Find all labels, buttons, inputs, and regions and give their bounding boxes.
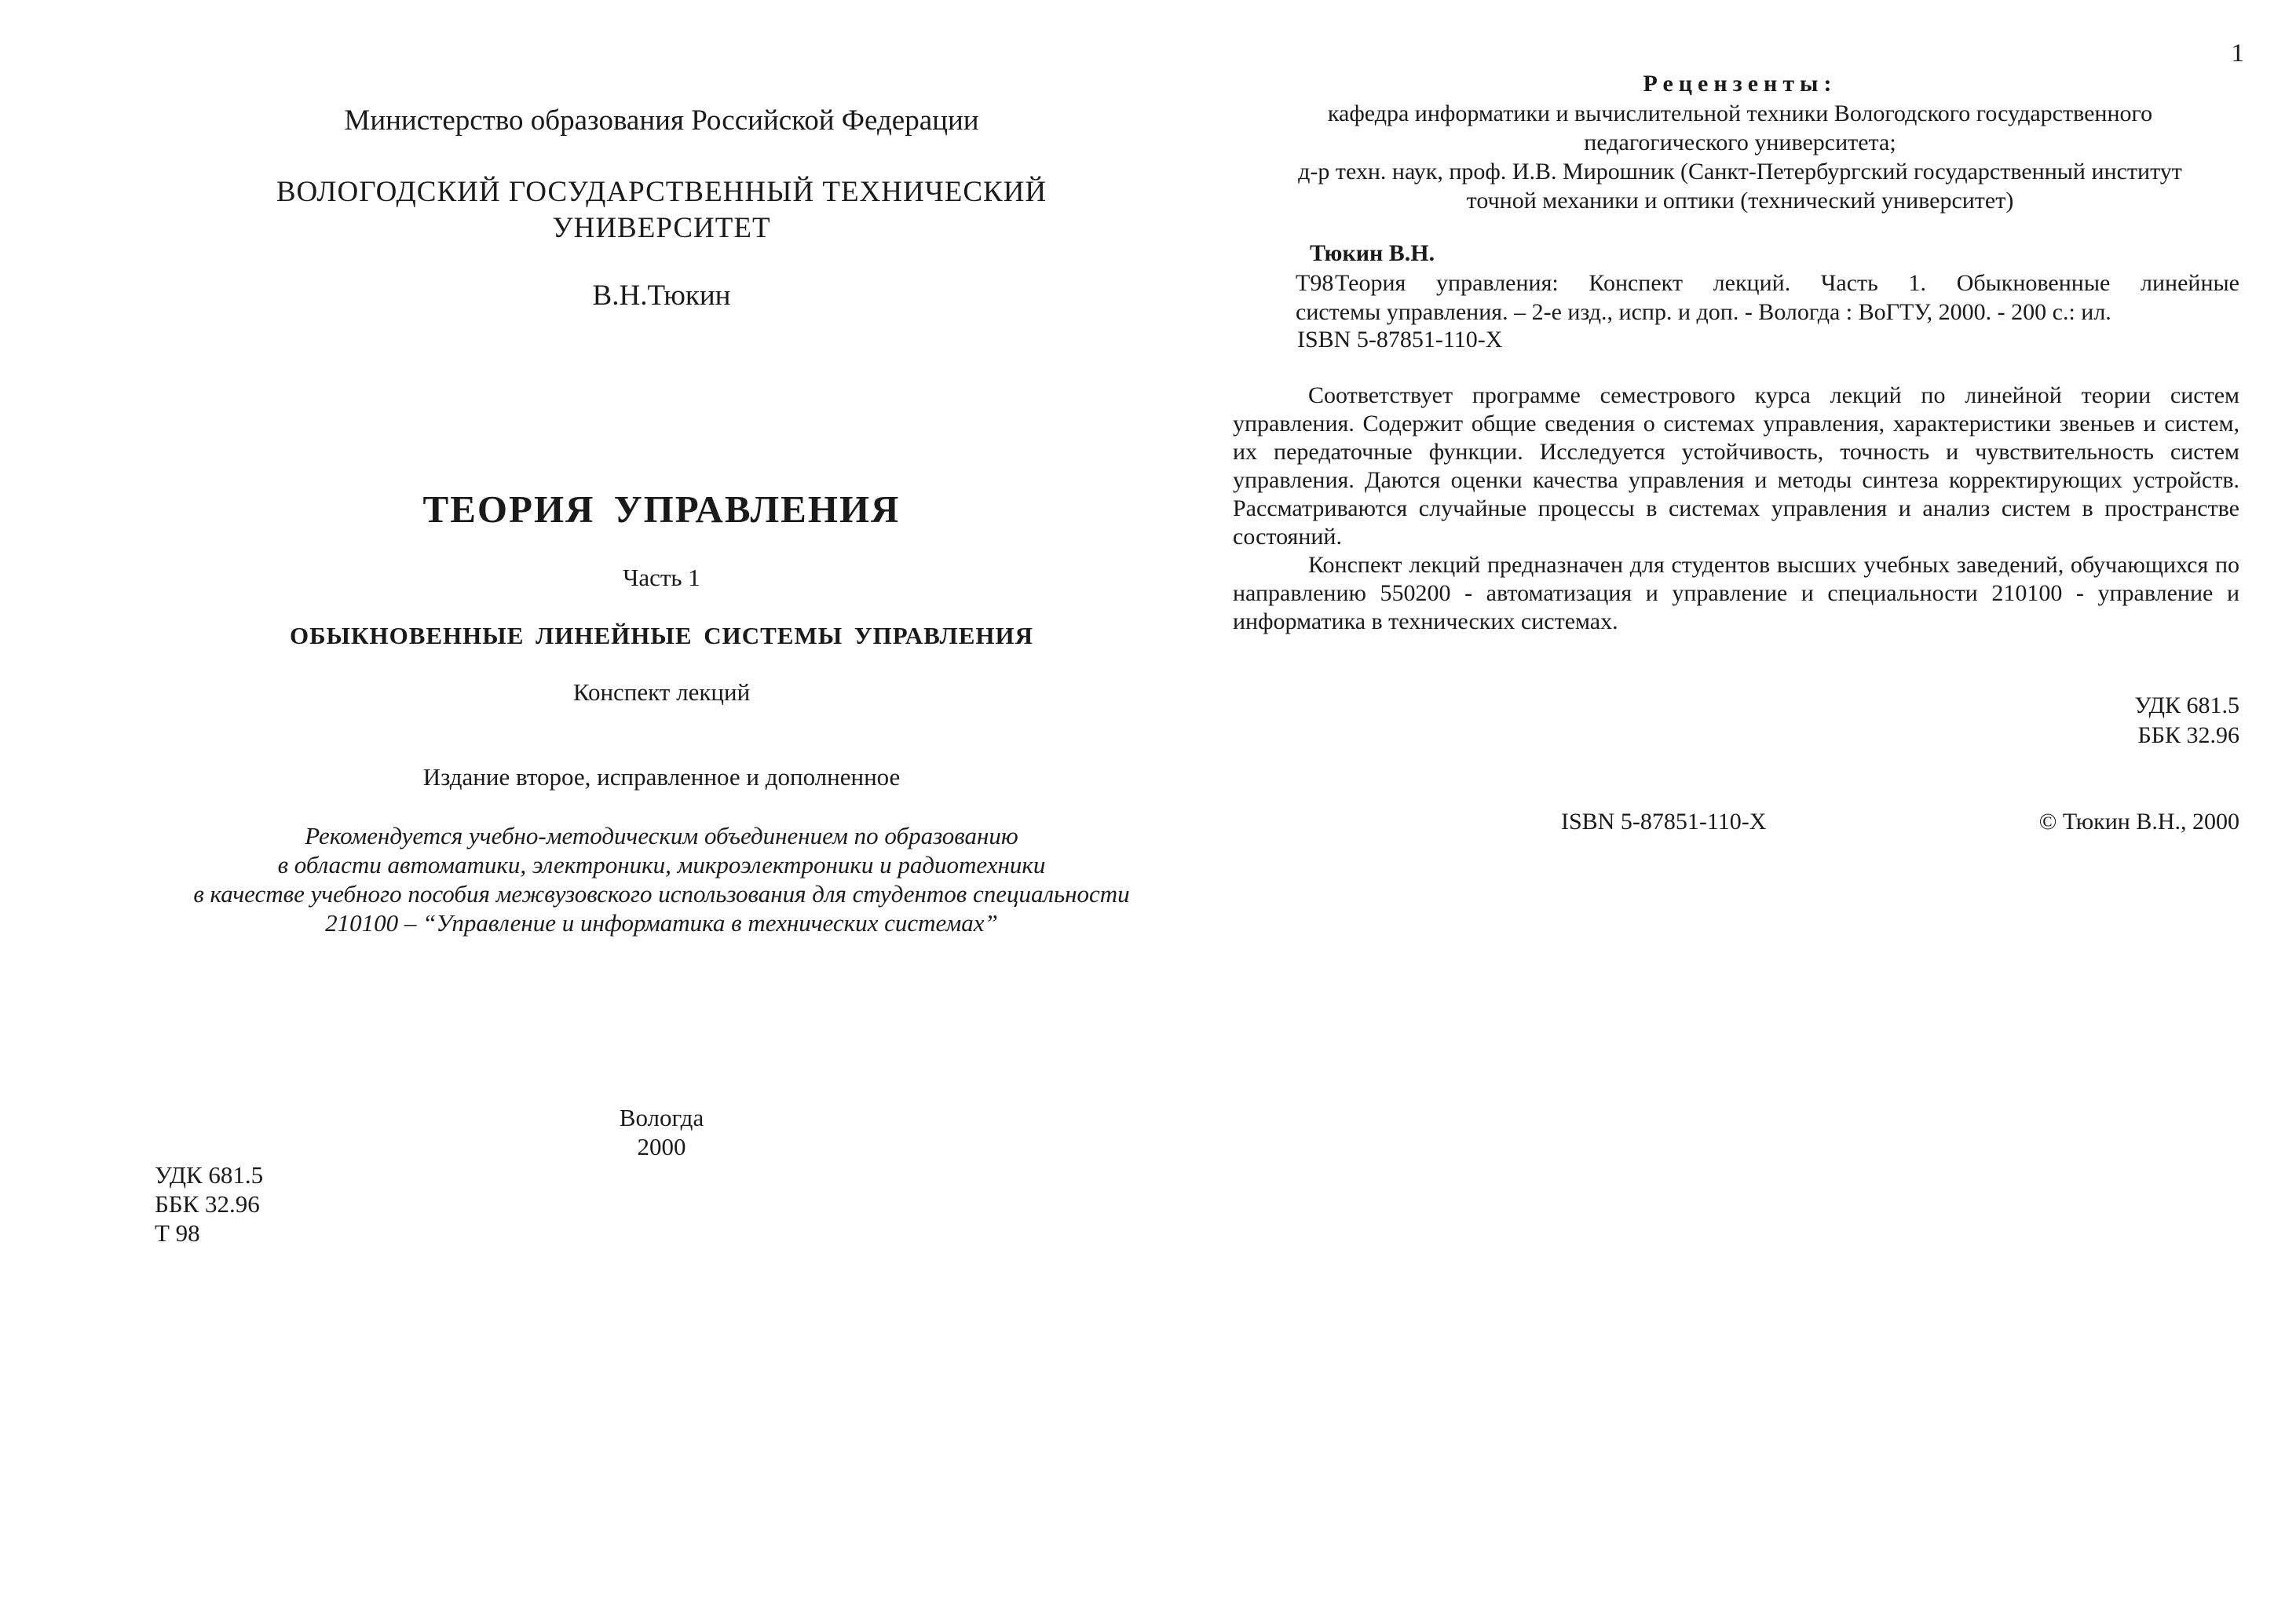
page-number: 1	[2231, 39, 2244, 68]
udk-code: УДК 681.5	[2134, 692, 2239, 718]
bbk-code: ББК 32.96	[2137, 722, 2239, 748]
reviewer-line: д-р техн. наук, проф. И.В. Мирошник (Санкт-Петербургский государственный институт	[1298, 159, 2182, 184]
reviewer-line: педагогического университета;	[1584, 130, 1896, 155]
ministry-name: Министерство образования Российской Федерации	[344, 104, 979, 137]
book-subtitle: ОБЫКНОВЕННЫЕ ЛИНЕЙНЫЕ СИСТЕМЫ УПРАВЛЕНИЯ	[289, 622, 1034, 649]
recommendation-line: в области автоматики, электроники, микроэлектроники и радиотехники	[277, 851, 1046, 879]
edition-note: Издание второе, исправленное и дополненное	[422, 763, 901, 791]
bbk-code: ББК 32.96	[155, 1190, 260, 1218]
book-title: ТЕОРИЯ УПРАВЛЕНИЯ	[422, 488, 901, 531]
catalog-code: Т98	[1296, 270, 1334, 296]
document-type: Конспект лекций	[572, 678, 751, 706]
recommendation-note	[0, 821, 1323, 937]
catalog-line-2: системы управления. – 2-е изд., испр. и доп. - Вологда : ВоГТУ, 2000. - 200 с.: ил.	[1296, 299, 2111, 325]
catalog-author: Тюкин В.Н.	[1310, 240, 1435, 266]
copyright-notice: © Тюкин В.Н., 2000	[2038, 809, 2239, 835]
author-mark: Т 98	[155, 1219, 200, 1247]
reviewers-heading: Рецензенты:	[1643, 71, 1837, 97]
abstract	[1233, 382, 2239, 636]
catalog-line-1	[1296, 269, 2239, 298]
university-line-2: УНИВЕРСИТЕТ	[552, 212, 771, 244]
abstract-paragraph: Соответствует программе семестрового курса лекций по линейной теории систем управления. Содержит общие сведения о системах управления, характеристики звеньев и систем, их передаточные функции. Исследуется устойчивость, точность и чувствительность систем управления. Даются оценки качества управления и методы синтеза корректирующих устройств. Рассматриваются случайные процессы в системах управления и анализ систем в пространстве состояний.	[1233, 382, 2239, 550]
recommendation-line: 210100 – “Управление и информатика в технических системах”	[325, 909, 998, 937]
recommendation-line: Рекомендуется учебно-методическим объединением по образованию	[305, 822, 1018, 849]
university-name	[0, 174, 1323, 247]
isbn-bottom: ISBN 5-87851-110-X	[1561, 809, 1767, 835]
reviewer-line: точной механики и оптики (технический университет)	[1466, 188, 2014, 214]
isbn-top: ISBN 5-87851-110-X	[1297, 327, 1503, 353]
classification-codes	[155, 1160, 263, 1248]
reviewers-list	[1234, 99, 2246, 215]
imprint-place	[0, 1103, 1323, 1161]
abstract-paragraph: Конспект лекций предназначен для студентов высших учебных заведений, обучающихся по направлению 550200 - автоматизация и управление и специальности 210100 - управление и информатика в технических системах.	[1233, 552, 2239, 634]
city: Вологда	[619, 1104, 704, 1131]
reviewer-line: кафедра информатики и вычислительной техники Вологодского государственного	[1327, 100, 2153, 126]
author-name: В.Н.Тюкин	[592, 279, 731, 312]
part-label: Часть 1	[623, 564, 700, 591]
catalog-entry	[1296, 269, 2239, 327]
catalog-title: Теория управления: Конспект лекций. Часть 1. Обыкновенные линейные	[1335, 270, 2239, 296]
year: 2000	[637, 1133, 686, 1160]
udk-code: УДК 681.5	[155, 1161, 264, 1189]
classification-codes-right	[2134, 691, 2239, 751]
recommendation-line: в качестве учебного пособия межвузовского использования для студентов специальности	[193, 880, 1130, 908]
university-line-1: ВОЛОГОДСКИЙ ГОСУДАРСТВЕННЫЙ ТЕХНИЧЕСКИЙ	[276, 176, 1047, 208]
